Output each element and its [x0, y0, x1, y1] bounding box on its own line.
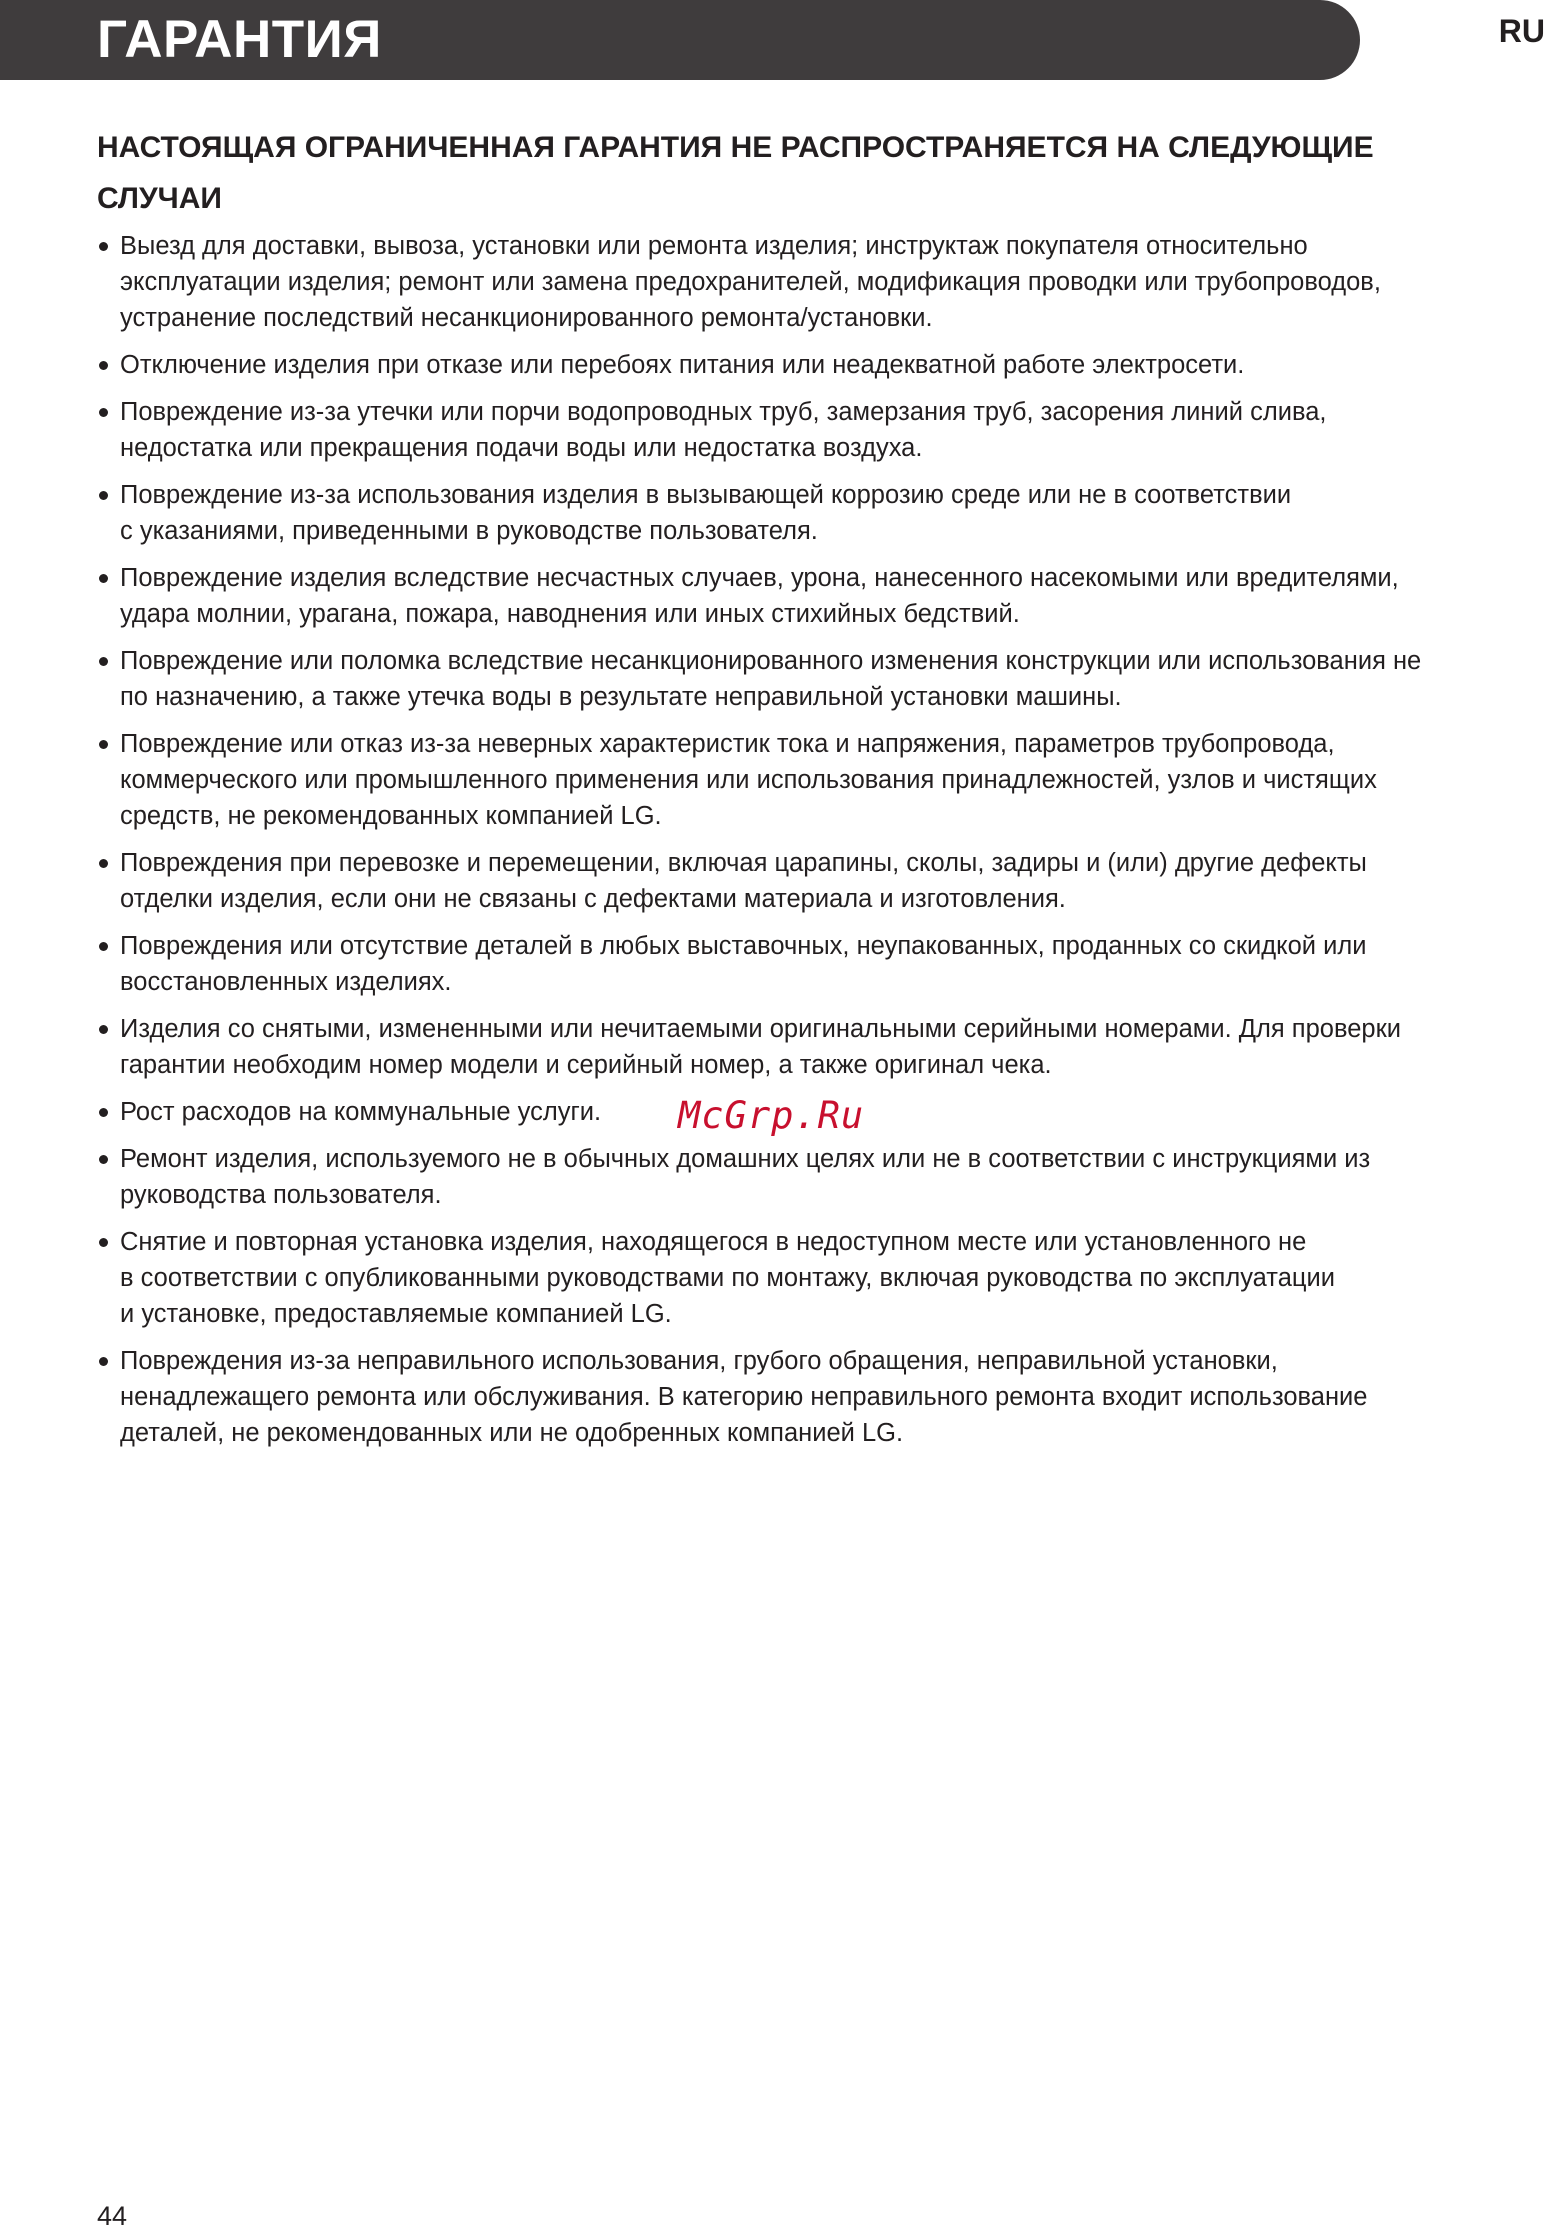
page-number: 44 — [97, 2201, 128, 2231]
bullet-icon — [99, 491, 108, 500]
list-item-text: Повреждение или поломка вследствие несанкционированного изменения конструкции или использования не по назначению, а также утечка воды в результате неправильной установки машины. — [120, 647, 1422, 711]
list-item — [97, 560, 1545, 632]
list-item — [97, 1141, 1545, 1213]
list-item-text: Снятие и повторная установка изделия, находящегося в недоступном месте или установленного не в соответствии с опубликованными руководствами по монтажу, включая руководства по эксплуатации и установке, предоставляемые компанией LG. — [120, 1228, 1335, 1328]
section-heading: НАСТОЯЩАЯ ОГРАНИЧЕННАЯ ГАРАНТИЯ НЕ РАСПРОСТРАНЯЕТСЯ НА СЛЕДУЮЩИЕ СЛУЧАИ — [97, 131, 1374, 215]
list-item — [97, 347, 1545, 383]
list-item-text: Повреждение изделия вследствие несчастных случаев, урона, нанесенного насекомыми или вредителями, удара молнии, урагана, пожара, наводнения или иных стихийных бедствий. — [120, 564, 1399, 628]
list-item-text: Повреждения из-за неправильного использования, грубого обращения, неправильной установки, ненадлежащего ремонта или обслуживания. В категорию неправильного ремонта входит использование деталей, не рекомендованных или не одобренных компанией LG. — [120, 1347, 1368, 1447]
language-code: RU — [1498, 13, 1545, 49]
list-item-text: Отключение изделия при отказе или перебоях питания или неадекватной работе электросети. — [120, 351, 1245, 379]
list-item — [97, 477, 1545, 549]
bullet-icon — [99, 242, 108, 251]
bullet-icon — [99, 1025, 108, 1034]
list-item-text: Рост расходов на коммунальные услуги. — [120, 1098, 602, 1126]
list-item-text: Повреждение из-за использования изделия в вызывающей коррозию среде или не в соответствии с указаниями, приведенными в руководстве пользователя. — [120, 481, 1292, 545]
bullet-icon — [99, 574, 108, 583]
list-item — [97, 1011, 1545, 1083]
list-item — [97, 1343, 1545, 1451]
list-item — [97, 1224, 1545, 1332]
list-item — [97, 643, 1545, 715]
list-item-text: Ремонт изделия, используемого не в обычных домашних целях или не в соответствии с инструкциями из руководства пользователя. — [120, 1145, 1371, 1209]
list-item — [97, 726, 1545, 834]
list-item — [97, 394, 1545, 466]
list-item — [97, 928, 1545, 1000]
list-item-text: Изделия со снятыми, измененными или нечитаемыми оригинальными серийными номерами. Для проверки гарантии необходим номер модели и серийный номер, а также оригинал чека. — [120, 1015, 1401, 1079]
list-item — [97, 845, 1545, 917]
watermark: McGrp.Ru — [678, 1094, 865, 1137]
page-title: ГАРАНТИЯ — [97, 10, 382, 69]
bullet-icon — [99, 1357, 108, 1366]
list-item-text: Повреждения при перевозке и перемещении, включая царапины, сколы, задиры и (или) другие дефекты отделки изделия, если они не связаны с дефектами материала и изготовления. — [120, 849, 1367, 913]
list-item-text: Выезд для доставки, вывоза, установки или ремонта изделия; инструктаж покупателя относительно эксплуатации изделия; ремонт или замена предохранителей, модификация проводки или трубопроводов, устранение последствий несанкционированного ремонта/установки. — [120, 232, 1381, 332]
bullet-icon — [99, 859, 108, 868]
bullet-icon — [99, 740, 108, 749]
bullet-icon — [99, 1238, 108, 1247]
list-item-text: Повреждение или отказ из-за неверных характеристик тока и напряжения, параметров трубопровода, коммерческого или промышленного применения или использования принадлежностей, узлов и чистящих средств, не рекомендованных компанией LG. — [120, 730, 1377, 830]
bullet-icon — [99, 361, 108, 370]
bullet-icon — [99, 657, 108, 666]
header-bar — [0, 0, 1360, 80]
bullet-icon — [99, 942, 108, 951]
bullet-icon — [99, 1108, 108, 1117]
bullet-icon — [99, 408, 108, 417]
bullet-icon — [99, 1155, 108, 1164]
exclusions-list — [97, 228, 1545, 1462]
list-item-text: Повреждения или отсутствие деталей в любых выставочных, неупакованных, проданных со скидкой или восстановленных изделиях. — [120, 932, 1367, 996]
list-item — [97, 228, 1545, 336]
list-item-text: Повреждение из-за утечки или порчи водопроводных труб, замерзания труб, засорения линий слива, недостатка или прекращения подачи воды или недостатка воздуха. — [120, 398, 1327, 462]
